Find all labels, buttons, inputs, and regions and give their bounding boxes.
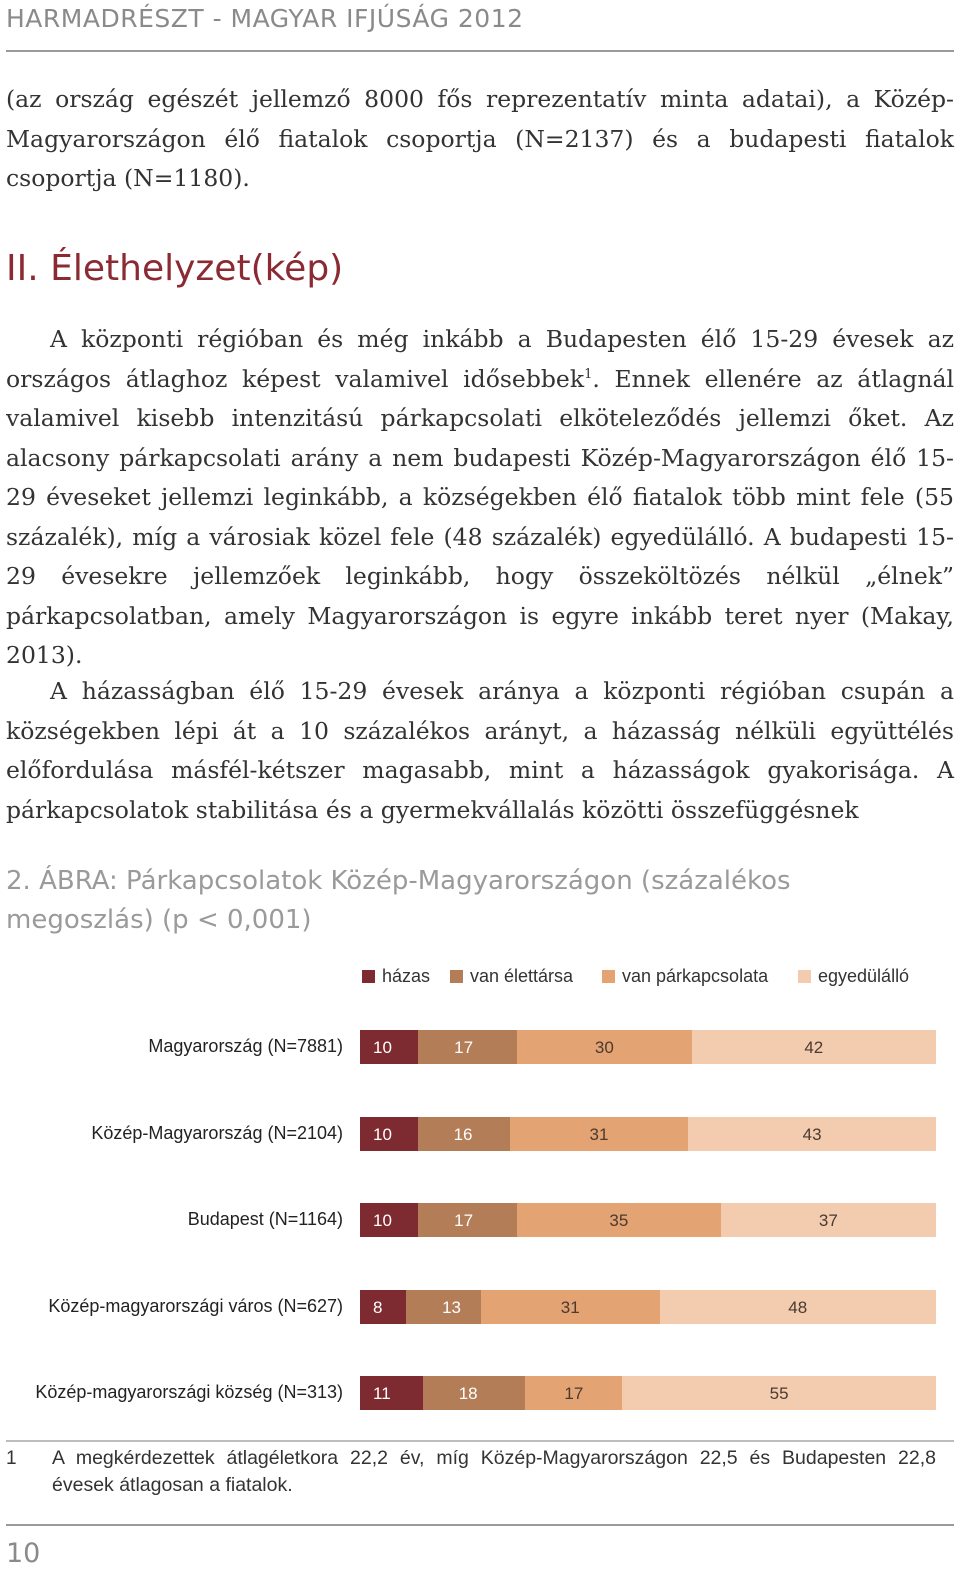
bar-value-label: 17 [454,1038,474,1057]
bar-value-label: 10 [373,1211,392,1230]
legend-label: van élettársa [470,966,574,986]
bar-segment-van-parkapcsolata [517,1030,692,1064]
legend-item-van-parkapcsolata [602,966,768,987]
footnote-divider [6,1440,954,1442]
bar-value-label: 43 [802,1125,822,1144]
legend-item-hazas [362,966,430,987]
bar-value-label: 16 [453,1125,473,1144]
bar-label-budapest: Budapest (N=1164) [187,1209,343,1229]
section-paragraph-1 [6,320,954,676]
bar-segment-van-parkapcsolata [517,1203,721,1237]
bar-value-label: 48 [788,1298,808,1317]
bar-segment-van-elettarsa [418,1030,517,1064]
figure-caption-line-2: megoszlás) (p < 0,001) [6,905,312,935]
legend-item-van-elettarsa [450,966,573,987]
bar-segment-van-elettarsa [418,1117,510,1151]
bar-label-magyarorszag: Magyarország (N=7881) [148,1036,343,1056]
footnote-reference[interactable]: 1 [584,366,593,382]
bar-value-label: 17 [454,1211,474,1230]
bar-value-label: 30 [594,1038,614,1057]
section-paragraph-2: A házasságban élő 15-29 évesek aránya a központi régióban csupán a községekben lépi át a 10 százalékos arányt, a házasság nélküli együttélés előfordulása másfél-kétszer magasabb, mint a házasságok gyakorisága. A párkapcsolatok stabilitása és a gyermekvállalás közötti összefüggésnek [6,677,954,824]
legend-swatch [362,970,375,983]
legend-item-egyedulallo [798,966,909,987]
bar-segment-van-elettarsa [406,1290,481,1324]
bar-segment-van-parkapcsolata [510,1117,689,1151]
figure-caption-line-1: 2. ÁBRA: Párkapcsolatok Közép-Magyarországon (százalékos [6,866,791,896]
header-divider [6,50,954,52]
bar-segment-egyedulallo [688,1117,936,1151]
bar-value-label: 31 [589,1125,609,1144]
bar-segment-egyedulallo [660,1290,936,1324]
bar-value-label: 8 [373,1298,383,1317]
legend-label: házas [382,966,431,986]
intro-paragraph: (az ország egészét jellemző 8000 fős reprezentatív minta adatai), a Közép-Magyarországon élő fiatalok csoportja (N=2137) és a budapesti fiatalok csoportja (N=1180). [6,85,954,192]
bar-segment-egyedulallo [692,1030,936,1064]
bar-value-label: 37 [818,1211,838,1230]
bar-row-kozep-magyarorszag [360,1117,936,1151]
bar-value-label: 42 [804,1038,824,1057]
bar-row-kozseg [360,1376,936,1410]
bar-segment-van-parkapcsolata [525,1376,622,1410]
figure-caption [6,862,886,940]
bar-value-label: 13 [442,1298,461,1317]
bar-segment-hazas [360,1376,423,1410]
footer-divider [6,1524,954,1526]
bar-value-label: 18 [458,1384,478,1403]
legend-swatch [450,970,463,983]
page-number: 10 [6,1538,41,1569]
legend-label: van párkapcsolata [622,966,769,986]
bar-segment-van-elettarsa [418,1203,517,1237]
legend-swatch [602,970,615,983]
footnote-text: A megkérdezettek átlagéletkora 22,2 év, míg Közép-Magyarországon 22,5 és Budapesten 22,8 évesek átlagosan a fiatalok. [52,1447,936,1496]
bar-segment-hazas [360,1290,406,1324]
section-title: II. Élethelyzet(kép) [6,248,344,289]
bar-value-label: 35 [609,1211,629,1230]
bar-segment-hazas [360,1117,418,1151]
bar-row-varos [360,1290,936,1324]
bar-segment-hazas [360,1030,418,1064]
bar-row-budapest [360,1203,936,1237]
bar-segment-egyedulallo [721,1203,936,1237]
bar-label-kozep-magyarorszag: Közép-Magyarország (N=2104) [91,1123,343,1143]
bar-segment-hazas [360,1203,418,1237]
legend-swatch [798,970,811,983]
bar-segment-egyedulallo [622,1376,936,1410]
footnote-number: 1 [6,1448,17,1469]
bar-value-label: 31 [560,1298,580,1317]
paragraph-1-text-b: . Ennek ellenére az átlagnál valamivel kisebb intenzitású párkapcsolati elköteleződés jellemzi őket. Az alacsony párkapcsolati arány a nem budapesti Közép-Magyarországon élő 15-29 éveseket jellemzi leginkább, a községekben élő fiatalok több mint fele (55 százalék), míg a városiak közel fele (48 százalék) egyedülálló. A budapesti 15-29 évesekre jellemzőek leginkább, hogy összeköltözés nélkül „élnek” párkapcsolatban, amely Magyarországon is egyre inkább teret nyer (Makay, 2013). [6,364,954,669]
bar-label-kozseg: Közép-magyarországi község (N=313) [35,1382,343,1402]
bar-row-magyarorszag [360,1030,936,1064]
bar-value-label: 10 [373,1038,392,1057]
paragraph-1-text-a: A központi régióban és még inkább a Budapesten élő 15-29 évesek az országos átlaghoz képest valamivel idősebbek [6,325,954,393]
bar-segment-van-parkapcsolata [481,1290,660,1324]
bar-value-label: 17 [564,1384,584,1403]
bar-value-label: 11 [373,1384,391,1403]
bar-label-varos: Közép-magyarországi város (N=627) [48,1296,343,1316]
bar-segment-van-elettarsa [423,1376,526,1410]
bar-value-label: 55 [769,1384,789,1403]
running-header: HARMADRÉSZT - MAGYAR IFJÚSÁG 2012 [6,4,524,33]
legend-label: egyedülálló [818,966,910,986]
bar-value-label: 10 [373,1125,392,1144]
